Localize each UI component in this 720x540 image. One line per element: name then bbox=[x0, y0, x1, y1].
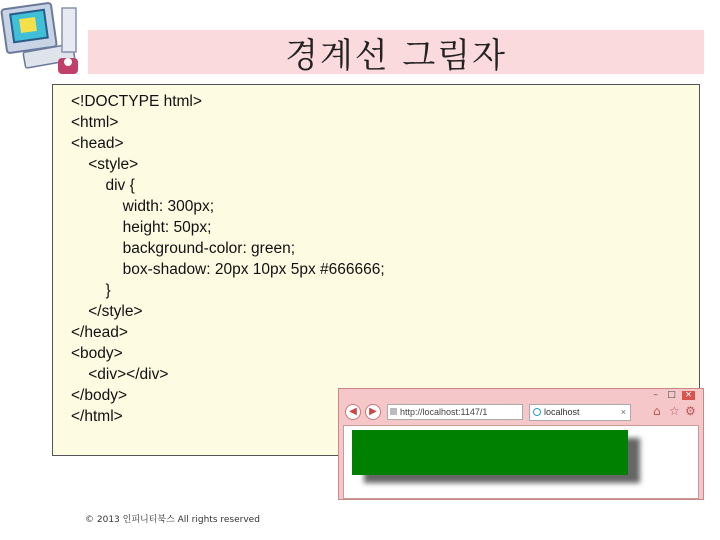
browser-window bbox=[338, 388, 704, 500]
minimize-button[interactable]: – bbox=[653, 390, 658, 400]
close-tab-icon[interactable]: × bbox=[620, 407, 626, 417]
ie-icon bbox=[533, 408, 541, 416]
code-line: <style> bbox=[71, 156, 139, 173]
copyright-footer: © 2013 인피니티북스 All rights reserved bbox=[85, 515, 260, 525]
green-shadow-box bbox=[352, 430, 628, 475]
code-line: div { bbox=[71, 177, 135, 194]
code-line: </head> bbox=[71, 324, 128, 341]
code-line: </html> bbox=[71, 408, 123, 425]
code-line: height: 50px; bbox=[71, 219, 212, 236]
close-window-button[interactable]: × bbox=[682, 391, 695, 400]
code-line: } bbox=[71, 282, 111, 299]
code-line: </style> bbox=[71, 303, 143, 320]
code-line: <head> bbox=[71, 135, 124, 152]
slide-title: 경계선 그림자 bbox=[285, 36, 507, 76]
tab-localhost[interactable] bbox=[529, 404, 631, 421]
home-icon[interactable]: ⌂ bbox=[653, 404, 661, 418]
code-line: box-shadow: 20px 10px 5px #666666; bbox=[71, 261, 385, 278]
back-icon[interactable]: ◀ bbox=[345, 404, 361, 420]
star-icon[interactable]: ☆ bbox=[669, 404, 680, 418]
page-icon bbox=[390, 408, 397, 415]
code-line: <html> bbox=[71, 114, 119, 131]
code-line: width: 300px; bbox=[71, 198, 215, 215]
address-text: http://localhost:1147/1 bbox=[400, 407, 488, 417]
gear-icon[interactable]: ⚙ bbox=[685, 404, 696, 418]
address-bar[interactable] bbox=[387, 404, 523, 420]
code-line: <body> bbox=[71, 345, 123, 362]
forward-icon[interactable]: ▶ bbox=[365, 404, 381, 420]
code-listing bbox=[71, 91, 385, 427]
code-line: <div></div> bbox=[71, 366, 169, 383]
tab-label: localhost bbox=[544, 407, 580, 417]
code-line: <!DOCTYPE html> bbox=[71, 93, 202, 110]
maximize-button[interactable]: □ bbox=[667, 390, 676, 400]
code-line: </body> bbox=[71, 387, 128, 404]
code-line: background-color: green; bbox=[71, 240, 296, 257]
computer-clipart-logo bbox=[0, 0, 90, 80]
browser-viewport bbox=[343, 425, 699, 499]
